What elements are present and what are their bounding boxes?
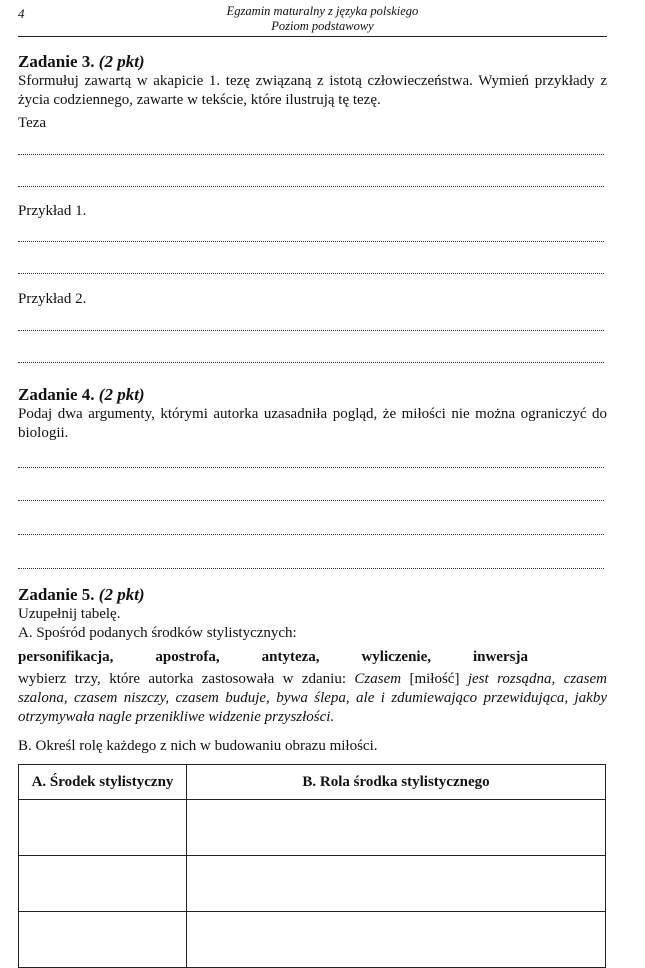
term-wyliczenie: wyliczenie,: [361, 649, 432, 665]
answer-line[interactable]: [18, 330, 604, 331]
table-row: [19, 856, 606, 912]
term-antyteza: antyteza,: [261, 649, 320, 665]
task-4-instruction: Podaj dwa argumenty, którymi autorka uzasadniła pogląd, że miłości nie można ograniczyć do biologii.: [18, 406, 607, 441]
table-row: [19, 912, 606, 968]
term-personifikacja: personifikacja,: [18, 649, 114, 665]
task-5: [18, 585, 607, 643]
task-5-part-b: B. Określ rolę każdego z nich w budowaniu obrazu miłości.: [18, 738, 378, 754]
quote-bracket: [miłość]: [409, 671, 460, 687]
header-divider: [18, 36, 607, 37]
header-level: Poziom podstawowy: [271, 19, 374, 33]
table-header-row: [19, 765, 606, 800]
task-5-quote-paragraph: [18, 670, 607, 727]
example-1-label: Przykład 1.: [18, 203, 87, 219]
answer-line[interactable]: [18, 273, 604, 274]
answer-line[interactable]: [18, 362, 604, 363]
stylistic-devices-list: [18, 649, 528, 666]
answer-line[interactable]: [18, 534, 604, 535]
answer-table: [18, 764, 606, 968]
answer-line[interactable]: [18, 241, 604, 242]
answer-line[interactable]: [18, 186, 604, 187]
table-cell-device[interactable]: [19, 912, 187, 968]
task-3-instruction: Sformułuj zawartą w akapicie 1. tezę związaną z istotą człowieczeństwa. Wymień przykłady z życia codziennego, zawarte w tekście, które ilustrują tę tezę.: [18, 73, 607, 108]
column-header-device: A. Środek stylistyczny: [19, 765, 187, 800]
task-5-title: [18, 585, 607, 605]
task-3-points: (2 pkt): [98, 52, 145, 71]
term-inwersja: inwersja: [472, 649, 528, 665]
answer-line[interactable]: [18, 500, 604, 501]
answer-line[interactable]: [18, 568, 604, 569]
term-apostrofa: apostrofa,: [155, 649, 220, 665]
task-5-instruction: Uzupełnij tabelę.: [18, 606, 121, 622]
task-4-title: [18, 385, 607, 405]
column-header-role: B. Rola środka stylistycznego: [187, 765, 606, 800]
header-exam-title: Egzamin maturalny z języka polskiego: [226, 4, 419, 18]
page-header: [0, 4, 645, 34]
table-cell-role[interactable]: [187, 800, 606, 856]
table-row: [19, 800, 606, 856]
answer-line[interactable]: [18, 154, 604, 155]
task-3-title: [18, 52, 607, 72]
choose-text: wybierz trzy, które autorka zastosowała w zdaniu:: [18, 671, 347, 687]
table-cell-device[interactable]: [19, 856, 187, 912]
task-5-part-a: A. Spośród podanych środków stylistycznych:: [18, 625, 297, 641]
quote-rest: jest rozsądna, czasem szalona, czasem niszczy, czasem buduje, bywa ślepa, ale i zdumiewająco przewidująca, jakby otrzymywała nagle przenikliwe widzenie przyszłości.: [18, 671, 607, 725]
task-5-name: Zadanie 5.: [18, 585, 95, 604]
task-5-points: (2 pkt): [98, 585, 145, 604]
example-2-label: Przykład 2.: [18, 291, 87, 307]
table-cell-device[interactable]: [19, 800, 187, 856]
answer-line[interactable]: [18, 467, 604, 468]
quote-start: Czasem: [354, 671, 402, 687]
task-4-name: Zadanie 4.: [18, 385, 95, 404]
task-4: [18, 385, 607, 443]
table-cell-role[interactable]: [187, 912, 606, 968]
table-cell-role[interactable]: [187, 856, 606, 912]
thesis-label: Teza: [18, 115, 47, 131]
task-4-points: (2 pkt): [98, 385, 145, 404]
task-3-name: Zadanie 3.: [18, 52, 95, 71]
task-3: [18, 52, 607, 110]
page-number: 4: [18, 6, 25, 21]
